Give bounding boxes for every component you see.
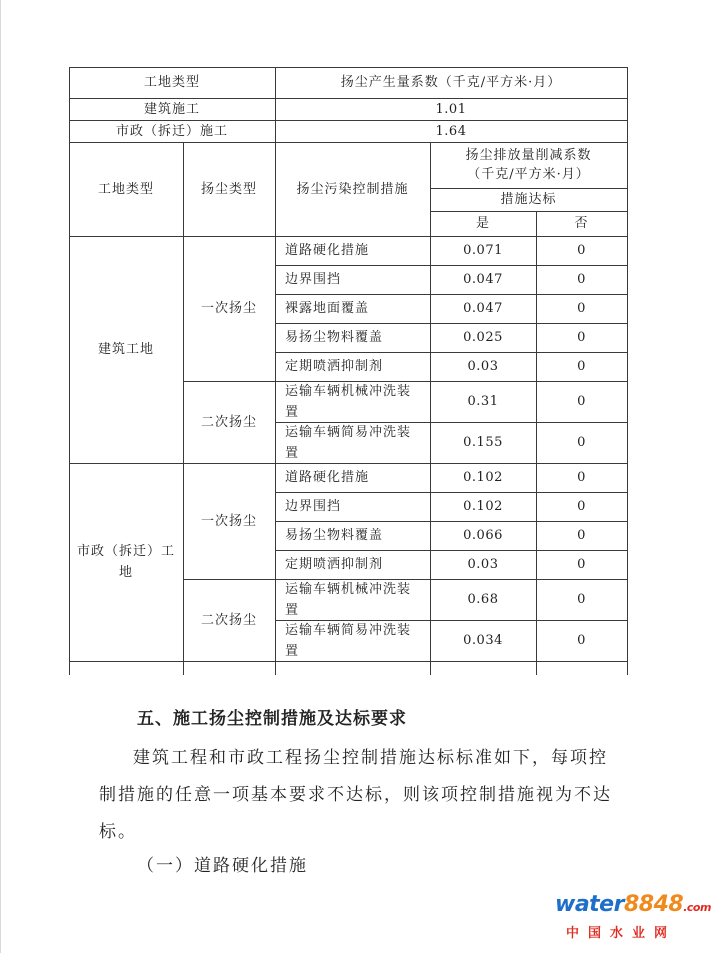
coefficient-noncompliant: 0: [577, 243, 586, 258]
measure-name: 道路硬化措施: [285, 243, 370, 258]
coefficient-noncompliant: 0: [577, 557, 586, 572]
coefficient-noncompliant: 0: [577, 394, 586, 409]
section-heading: 五、施工扬尘控制措施及达标要求: [137, 709, 407, 729]
measure-name: 道路硬化措施: [285, 470, 370, 485]
top-row-coefficient: 1.01: [435, 101, 467, 117]
coefficient-compliant: 0.102: [463, 470, 503, 485]
watermark-brand-part3: .com: [683, 901, 711, 914]
coefficient-compliant: 0.034: [463, 633, 503, 648]
measure-name: 运输车辆机械冲洗装置: [285, 581, 412, 618]
top-header-site-type: 工地类型: [143, 75, 200, 90]
coefficient-compliant: 0.047: [463, 272, 503, 287]
coefficient-noncompliant: 0: [577, 499, 586, 514]
coefficient-compliant: 0.066: [463, 528, 503, 543]
coefficient-noncompliant: 0: [577, 470, 586, 485]
measure-name: 裸露地面覆盖: [285, 301, 370, 316]
measure-name: 定期喷洒抑制剂: [285, 359, 384, 374]
header-dust-type: 扬尘类型: [200, 181, 257, 197]
measure-name: 边界围挡: [285, 272, 342, 287]
measure-name: 边界围挡: [285, 499, 342, 514]
dust-type-label: 二次扬尘: [200, 414, 257, 430]
coefficient-noncompliant: 0: [577, 330, 586, 345]
coefficient-compliant: 0.102: [463, 499, 503, 514]
header-coefficient-line2: （千克/平方米·月）: [467, 167, 590, 182]
page-left-border: [0, 0, 1, 953]
coefficient-compliant: 0.31: [467, 394, 499, 409]
watermark-brand-part1: water: [555, 892, 624, 917]
site-watermark-logo: [555, 892, 711, 941]
coefficient-compliant: 0.03: [467, 557, 499, 572]
coefficient-compliant: 0.047: [463, 301, 503, 316]
table-rule: [627, 67, 628, 675]
header-compliance: 措施达标: [500, 192, 557, 207]
header-yes: 是: [475, 216, 490, 231]
coefficient-noncompliant: 0: [577, 301, 586, 316]
subsection-heading: （一）道路硬化措施: [137, 856, 308, 876]
top-row-coefficient: 1.64: [435, 123, 467, 139]
header-reduction-coefficient: [430, 142, 627, 188]
measure-name: 运输车辆机械冲洗装置: [285, 383, 412, 420]
watermark-subtitle: 中国水业网: [565, 926, 676, 941]
header-coefficient-line1: 扬尘排放量削减系数: [465, 148, 592, 163]
section-paragraph: 建筑工程和市政工程扬尘控制措施达标标准如下，每项控制措施的任意一项基本要求不达标，则该项控制措施视为不达标。: [99, 748, 612, 842]
measure-name: 定期喷洒抑制剂: [285, 557, 384, 572]
watermark-brand: [555, 892, 711, 920]
table-rule: [69, 661, 628, 662]
measure-name: 运输车辆简易冲洗装置: [285, 622, 412, 659]
coefficient-compliant: 0.155: [463, 435, 503, 450]
watermark-brand-part2: 8848: [623, 892, 684, 917]
top-row-site-type: 建筑施工: [143, 101, 200, 117]
dust-type-label: 一次扬尘: [200, 301, 257, 316]
coefficient-compliant: 0.03: [467, 359, 499, 374]
site-type-label: 市政（拆迁）工地: [76, 544, 175, 580]
header-no: 否: [574, 216, 589, 231]
top-header-dust-coefficient: 扬尘产生量系数（千克/平方米·月）: [340, 75, 562, 90]
coefficient-compliant: 0.071: [463, 243, 503, 258]
coefficient-compliant: 0.68: [467, 592, 499, 607]
coefficient-noncompliant: 0: [577, 528, 586, 543]
header-site-type: 工地类型: [97, 181, 154, 197]
dust-type-label: 一次扬尘: [200, 513, 257, 529]
measure-name: 易扬尘物料覆盖: [285, 330, 384, 345]
header-control-measure: 扬尘污染控制措施: [296, 181, 409, 197]
dust-type-label: 二次扬尘: [200, 612, 257, 628]
measure-name: 运输车辆简易冲洗装置: [285, 424, 412, 461]
site-type-label: 建筑工地: [97, 342, 154, 357]
coefficient-noncompliant: 0: [577, 272, 586, 287]
coefficient-noncompliant: 0: [577, 435, 586, 450]
coefficient-noncompliant: 0: [577, 633, 586, 648]
coefficient-noncompliant: 0: [577, 592, 586, 607]
top-row-site-type: 市政（拆迁）施工: [115, 123, 228, 139]
coefficient-noncompliant: 0: [577, 359, 586, 374]
measure-name: 易扬尘物料覆盖: [285, 528, 384, 543]
coefficient-compliant: 0.025: [463, 330, 503, 345]
